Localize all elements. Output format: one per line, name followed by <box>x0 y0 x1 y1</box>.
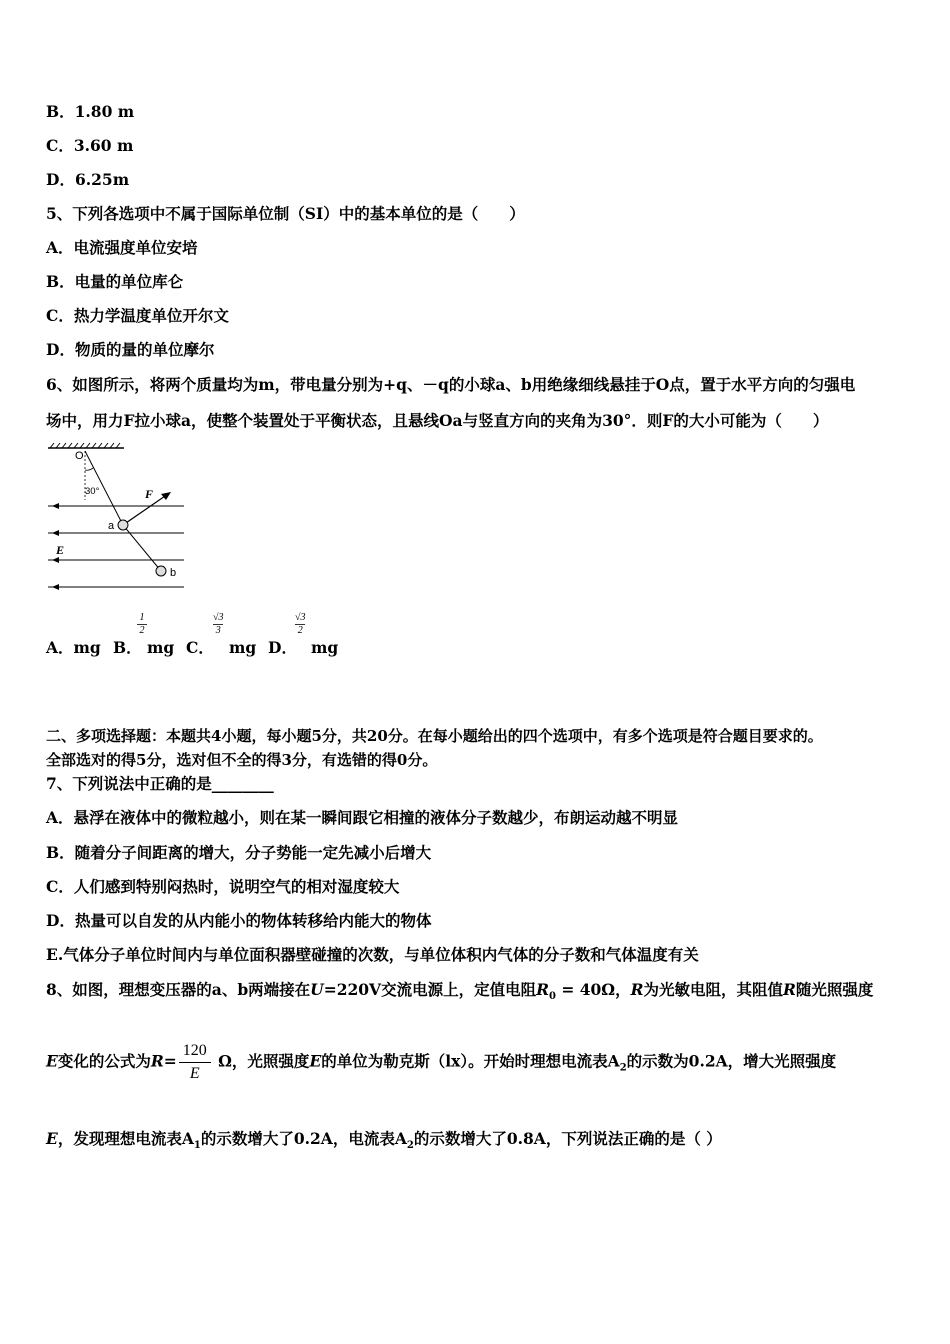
frac-num: √3 <box>295 612 306 623</box>
frac-den: 2 <box>139 625 145 636</box>
q8-text: 的单位为勒克斯（lx）。开始时理想电流表A <box>321 1051 620 1071</box>
q8-sub: 2 <box>619 1062 627 1074</box>
q8-var-r: R <box>783 980 796 999</box>
q6-stem-line1: 6、如图所示，将两个质量均为m，带电量分别为+q、－q的小球a、b用绝缘细线悬挂于O点，置于水平方向的匀强电 <box>46 375 856 394</box>
q4-option-c: C．3.60 m <box>46 136 134 155</box>
q8-text: = 40Ω， <box>555 980 631 999</box>
q6-option-d-prefix: D． <box>268 638 297 657</box>
q6-option-b-suffix: mg <box>147 638 175 657</box>
q8-text: 为光敏电阻，其阻值 <box>643 980 783 999</box>
q4-option-b: B．1.80 m <box>46 102 135 121</box>
q8-text: 的示数为0.2A，增大光照强度 <box>626 1051 837 1071</box>
q8-var-u: U <box>310 980 324 999</box>
q5-stem: 5、下列各选项中不属于国际单位制（SI）中的基本单位的是（ ） <box>46 204 525 223</box>
q6-option-c-prefix: C． <box>186 638 214 657</box>
q8-sub: 1 <box>193 1140 201 1152</box>
label-f: F <box>145 487 154 501</box>
frac-den: 2 <box>297 625 303 636</box>
q8-var-e: E <box>46 1051 58 1071</box>
q8-text: 随光照强度 <box>795 980 874 999</box>
frac-den: E <box>189 1065 200 1082</box>
label-b: b <box>170 567 177 579</box>
frac-num: √3 <box>213 612 224 623</box>
q8-var-e: E <box>46 1129 58 1148</box>
q7-option-e: E.气体分子单位时间内与单位面积器壁碰撞的次数，与单位体积内气体的分子数和气体温度有关 <box>46 945 699 964</box>
q4-option-d: D．6.25m <box>46 170 130 189</box>
frac-num: 1 <box>139 612 145 623</box>
q7-option-c: C．人们感到特别闷热时，说明空气的相对湿度较大 <box>46 877 400 896</box>
q8-text: 变化的公式为 <box>57 1051 151 1071</box>
angle-arc <box>85 468 93 470</box>
section2-line2: 全部选对的得5分，选对但不全的得3分，有选错的得0分。 <box>46 751 438 769</box>
q5-option-b: B．电量的单位库仑 <box>46 272 184 291</box>
q7-option-a: A．悬浮在液体中的微粒越小，则在某一瞬间跟它相撞的液体分子数越少，布朗运动越不明显 <box>46 808 679 827</box>
ball-b <box>156 566 166 576</box>
force-f-arrowhead <box>161 492 171 500</box>
q6-option-b-prefix: B． <box>113 638 142 657</box>
q6-stem-line2: 场中，用力F拉小球a，使整个装置处于平衡状态，且悬线Oa与竖直方向的夹角为30°．则F的大小可能为（ ） <box>46 411 829 430</box>
q8-var-r: R <box>536 980 549 999</box>
q8-var-e: E <box>309 1051 322 1071</box>
string-ab <box>123 525 161 571</box>
q5-option-a: A．电流强度单位安培 <box>46 238 198 257</box>
q8-line1 <box>46 980 873 1007</box>
q8-sub: 2 <box>406 1140 414 1152</box>
q7-option-b: B．随着分子间距离的增大，分子势能一定先减小后增大 <box>46 843 432 862</box>
q8-sub: 0 <box>548 991 556 1003</box>
q8-formula-fraction <box>179 1040 211 1085</box>
label-o: O <box>75 450 84 462</box>
q6-option-c-suffix: mg <box>229 638 257 657</box>
q6-figure <box>44 440 194 590</box>
q8-text: Ω，光照强度 <box>212 1051 310 1071</box>
q6-option-d-fraction <box>295 612 306 637</box>
q8-text: 的示数增大了0.2A，电流表A <box>200 1129 407 1148</box>
frac-num: 120 <box>182 1042 207 1059</box>
q6-option-a: A．mg <box>46 638 101 657</box>
q8-line3 <box>46 1129 722 1156</box>
q5-option-c: C．热力学温度单位开尔文 <box>46 306 229 325</box>
frac-den: 3 <box>215 625 221 636</box>
q6-options <box>46 638 101 658</box>
q8-text: =220V交流电源上，定值电阻 <box>323 980 537 999</box>
q8-var-r: R <box>630 980 644 999</box>
q8-line2 <box>46 1040 836 1085</box>
q8-text: ，发现理想电流表A <box>57 1129 194 1148</box>
ball-a <box>118 520 128 530</box>
q8-text: 的示数增大了0.8A，下列说法正确的是（ ） <box>413 1129 722 1148</box>
q6-option-b-fraction <box>137 612 147 637</box>
q6-option-d-suffix: mg <box>311 638 339 657</box>
label-a: a <box>108 520 115 532</box>
q8-text: 8、如图，理想变压器的a、b两端接在 <box>46 980 311 999</box>
q7-option-d: D．热量可以自发的从内能小的物体转移给内能大的物体 <box>46 911 432 930</box>
label-e: E <box>56 543 65 557</box>
label-angle: 30° <box>85 486 100 497</box>
q6-option-c-fraction <box>213 612 224 637</box>
q7-stem: 7、下列说法中正确的是________ <box>46 774 274 793</box>
q5-option-d: D．物质的量的单位摩尔 <box>46 340 215 359</box>
section2-line1: 二、多项选择题：本题共4小题，每小题5分，共20分。在每小题给出的四个选项中，有多个选项是符合题目要求的。 <box>46 727 823 745</box>
q8-var-r: R <box>150 1051 164 1071</box>
q8-text: = <box>163 1051 177 1071</box>
